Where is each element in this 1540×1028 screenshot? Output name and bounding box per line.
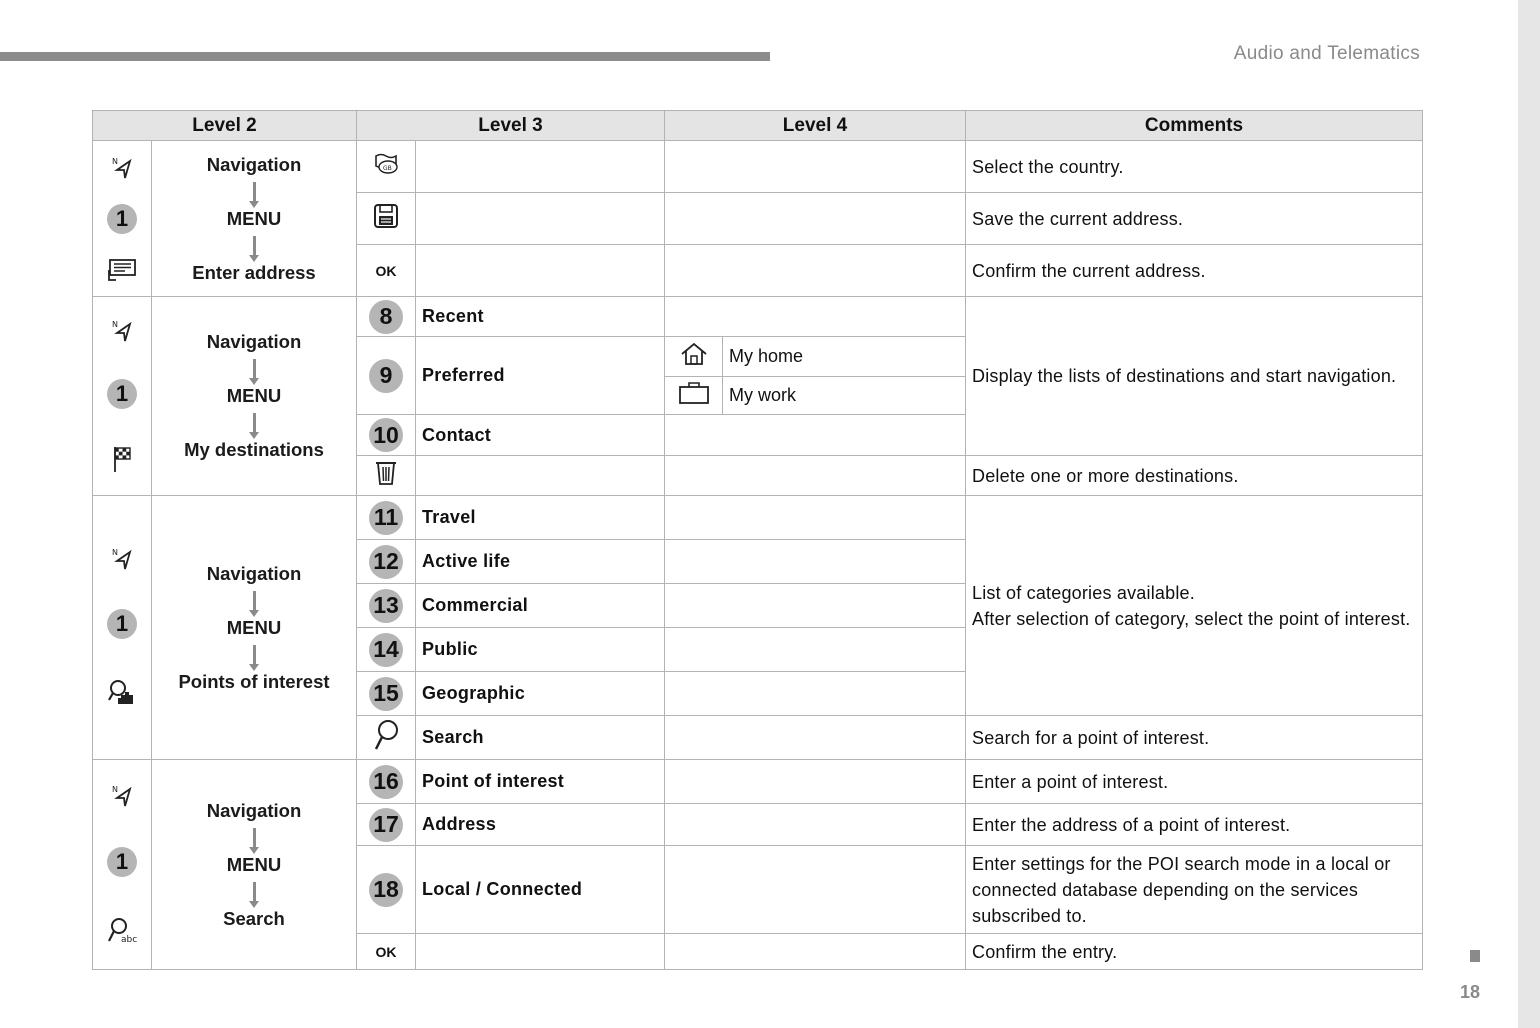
level3-label: Point of interest: [416, 760, 665, 804]
comment: Enter settings for the POI search mode in a local or connected database depending on the services subscribed to.: [966, 846, 1423, 934]
level2-item: My destinations: [184, 439, 324, 460]
level2-navigation: Navigation: [206, 799, 302, 821]
down-arrow-icon: [253, 182, 256, 202]
down-arrow-icon: [253, 882, 256, 902]
level3-label: Commercial: [416, 584, 665, 628]
comment: Delete one or more destinations.: [966, 456, 1423, 496]
menu-button-badge: 1: [107, 379, 137, 409]
header-comments: Comments: [966, 111, 1423, 141]
svg-text:N: N: [112, 156, 118, 166]
address-card-icon: [107, 258, 137, 282]
comment: Save the current address.: [966, 193, 1423, 245]
menu-table: [92, 110, 1423, 970]
level2-label: [152, 496, 357, 760]
level3-label: Recent: [416, 297, 665, 337]
level2-icons: [93, 141, 152, 297]
table-row: [93, 496, 1423, 540]
down-arrow-icon: [253, 236, 256, 256]
comment: [966, 297, 1423, 456]
level2-menu: MENU: [226, 207, 282, 229]
page-marker: [1470, 950, 1480, 962]
level3-label: Local / Connected: [416, 846, 665, 934]
number-badge: 17: [369, 808, 403, 842]
number-badge: 12: [369, 545, 403, 579]
number-badge: 15: [369, 677, 403, 711]
level2-menu: MENU: [226, 853, 282, 875]
poi-search-icon: [107, 678, 137, 708]
home-icon: [679, 342, 709, 366]
page-number: 18: [1460, 982, 1481, 1002]
level3-label: Search: [416, 716, 665, 760]
navigation-icon: [111, 319, 133, 343]
ok-label: OK: [357, 245, 416, 297]
comment: Enter a point of interest.: [966, 760, 1423, 804]
level3-label: Address: [416, 804, 665, 846]
level3-icon-cell: [357, 141, 416, 193]
trash-icon: [374, 460, 398, 486]
svg-text:N: N: [112, 547, 118, 557]
number-badge: 11: [369, 501, 403, 535]
table-header-row: [93, 111, 1423, 141]
menu-button-badge: 1: [107, 609, 137, 639]
number-badge: 14: [369, 633, 403, 667]
checkered-flag-icon: [111, 445, 133, 473]
navigation-icon: [111, 547, 133, 571]
level2-menu: MENU: [226, 385, 282, 406]
header-level-3: Level 3: [357, 111, 665, 141]
level2-label: [152, 141, 357, 297]
svg-text:N: N: [112, 320, 118, 329]
header-level-2: Level 2: [93, 111, 357, 141]
number-badge: 10: [369, 418, 403, 452]
country-flag-icon: [372, 152, 400, 176]
briefcase-icon: [678, 381, 710, 405]
navigation-icon: [111, 784, 133, 808]
svg-text:abc: abc: [121, 934, 137, 945]
table-row: [93, 760, 1423, 804]
header-rule: [0, 52, 770, 61]
level3-label: Active life: [416, 540, 665, 584]
level2-icons: [93, 760, 152, 970]
table-row: [93, 141, 1423, 193]
comment: Select the country.: [966, 141, 1423, 193]
level2-icons: [93, 297, 152, 496]
level3-label: Preferred: [416, 337, 665, 415]
comment: Confirm the entry.: [966, 934, 1423, 970]
level2-menu: MENU: [226, 616, 282, 638]
level4-label: My home: [723, 337, 966, 377]
level3-label: Contact: [416, 415, 665, 456]
menu-button-badge: 1: [107, 204, 137, 234]
table-row: [93, 297, 1423, 337]
number-badge: 18: [369, 873, 403, 907]
ok-label: OK: [357, 934, 416, 970]
down-arrow-icon: [253, 645, 256, 665]
comment: Search for a point of interest.: [966, 716, 1423, 760]
number-badge: 13: [369, 589, 403, 623]
navigation-icon: [111, 156, 133, 180]
down-arrow-icon: [253, 591, 256, 611]
level2-item: Points of interest: [178, 670, 330, 692]
page-header-title: Audio and Telematics: [1233, 43, 1420, 64]
shared-comment: Display the lists of destinations and start navigation.: [972, 366, 1397, 386]
text-search-icon: [107, 917, 137, 945]
level3-icon-cell: [357, 193, 416, 245]
comment: Confirm the current address.: [966, 245, 1423, 297]
svg-text:N: N: [112, 785, 118, 795]
level2-navigation: Navigation: [206, 562, 302, 584]
down-arrow-icon: [253, 359, 256, 379]
page-edge-strip: [1518, 0, 1540, 1028]
down-arrow-icon: [253, 828, 256, 848]
search-icon: [373, 719, 399, 751]
comment: [966, 496, 1423, 716]
comment: Enter the address of a point of interest.: [966, 804, 1423, 846]
level4-label: My work: [723, 377, 966, 415]
svg-text:GB: GB: [383, 165, 392, 172]
level2-navigation: Navigation: [206, 153, 302, 175]
level2-item: Search: [223, 907, 285, 929]
number-badge: 8: [369, 300, 403, 334]
header-level-4: Level 4: [665, 111, 966, 141]
level3-label: Travel: [416, 496, 665, 540]
shared-comment-line: List of categories available.: [972, 582, 1195, 603]
level2-label: [152, 760, 357, 970]
down-arrow-icon: [253, 413, 256, 433]
shared-comment-line: After selection of category, select the point of interest.: [972, 608, 1411, 629]
level2-item: Enter address: [192, 261, 316, 283]
level3-label: Geographic: [416, 672, 665, 716]
number-badge: 9: [369, 359, 403, 393]
level2-icons: [93, 496, 152, 760]
level2-label: [152, 297, 357, 496]
number-badge: 16: [369, 765, 403, 799]
level3-label: Public: [416, 628, 665, 672]
level2-navigation: Navigation: [206, 331, 302, 352]
save-icon: [373, 203, 399, 229]
menu-button-badge: 1: [107, 847, 137, 877]
